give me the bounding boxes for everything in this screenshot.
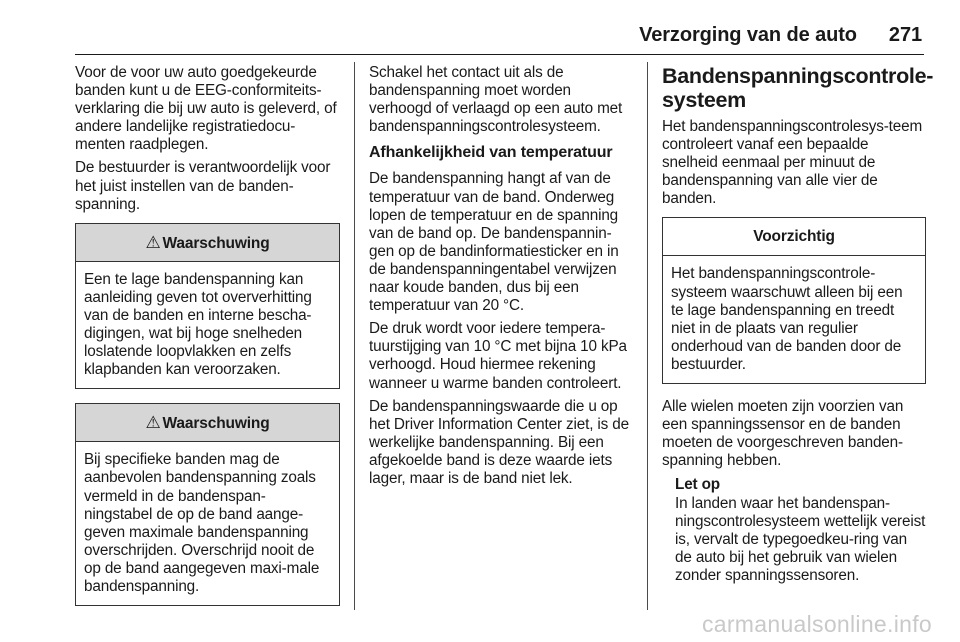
paragraph: De bandenspanning hangt af van de temperatuur van de band. Onderweg lopen de temperatuur en de spanning van de band op. De bandenspannin-gen op de bandinformatiesticker en in de bandenspanningentabel verwijzen naar koude banden, dus bij een temperatuur van 20 °C. [369,170,619,315]
caution-box [662,217,926,384]
watermark: carmanualsonline.info [701,611,932,637]
caution-text: Het bandenspanningscontrole-systeem waarschuwt alleen bij een te lage bandenspanning en treedt niet in de plaats van regulier onderhoud van de banden door de bestuurder. [671,265,903,373]
section-heading: Bandenspanningscontrole-systeem [662,64,934,112]
warning-triangle-icon: ⚠ [145,232,161,252]
header-rule [75,54,924,55]
paragraph: Schakel het contact uit als de bandenspanning moet worden verhoogd of verlaagd op een auto met bandenspanningscontrolesysteem. [369,64,623,136]
warning-box [75,223,340,390]
paragraph: Het bandenspanningscontrolesys-teem controleert vanaf een bepaalde snelheid eenmaal per minuut de bandenspanning van alle vier de banden. [662,118,923,208]
warning-title: Waarschuwing [162,234,270,252]
note-title: Let op [675,476,720,494]
page-number: 271 [888,24,922,46]
caution-title: Voorzichtig [663,218,925,256]
paragraph: Alle wielen moeten zijn voorzien van een spanningssensor en de banden moeten de voorgeschreven banden-spanning hebben. [662,398,904,470]
section-heading: Afhankelijkheid van temperatuur [369,144,613,162]
paragraph: Voor de voor uw auto goedgekeurde banden kunt u de EEG-conformiteits-verklaring die bij uw auto is geleverd, of andere landelijke registratiedocu-menten raadplegen. [75,64,337,154]
note-text: In landen waar het bandenspan-ningscontrolesysteem wettelijk vereist is, vervalt de typegoedkeu-ring van de auto bij het gebruik van wielen zonder spanningssensoren. [675,494,926,584]
warning-title: Waarschuwing [162,415,270,433]
column-divider-1 [354,62,355,610]
warning-header [76,404,339,442]
column-3 [662,64,934,585]
column-divider-2 [647,62,648,610]
note [675,476,926,585]
paragraph: De druk wordt voor iedere tempera-tuurstijging van 10 °C met bijna 10 kPa verhoogd. Houd hiermee rekening wanneer u warme banden controleert. [369,320,627,392]
section-title: Verzorging van de auto [639,24,857,46]
running-head [639,24,922,47]
warning-header [76,224,339,262]
column-2 [369,64,633,493]
warning-box [75,403,340,606]
warning-text: Een te lage bandenspanning kan aanleiding geven tot oververhitting van de banden en interne bescha-digingen, wat bij hoge snelheden loslatende loopvlakken en zelfs klapbanden kan veroorzaken. [84,270,312,379]
warning-text: Bij specifieke banden mag de aanbevolen bandenspanning zoals vermeld in de bandenspan-ningstabel de op de band aange-geven maximale bandenspanning overschrijden. Overschrijd nooit de op de band aangegeven maxi-male bandenspanning. [84,451,320,595]
warning-triangle-icon: ⚠ [145,413,161,433]
column-1 [75,64,340,620]
paragraph: De bandenspanningswaarde die u op het Driver Information Center ziet, is de werkelijke bandenspanning. Bij een afgekoelde band is deze waarde iets lager, maar is de band niet lek. [369,397,629,487]
paragraph: De bestuurder is verantwoordelijk voor het juist instellen van de banden-spanning. [75,159,331,213]
